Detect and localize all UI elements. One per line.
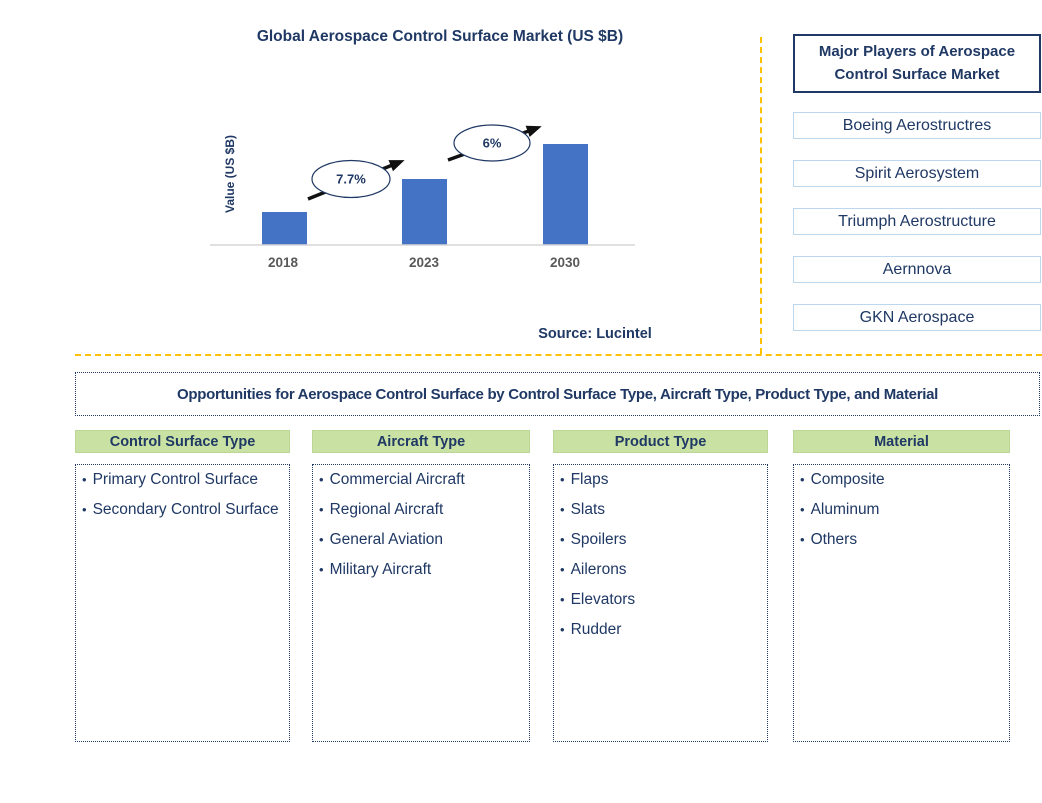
list-item-label: Secondary Control Surface [92,501,279,518]
column-item-list [312,464,530,742]
bullet-icon: • [319,472,324,487]
list-item-label: Elevators [570,591,636,608]
list-item-label: Spoilers [570,531,627,548]
list-item [560,501,763,531]
source-note: Source: Lucintel [538,326,652,342]
bar-2023 [402,179,447,245]
list-item [319,561,525,591]
list-item [319,501,525,531]
column-header: Material [793,430,1010,453]
growth-label-1: 7.7% [336,171,366,187]
list-item [560,471,763,501]
bar-2030 [543,144,588,245]
column-aircraft-type [312,430,530,742]
column-item-list [553,464,768,742]
bars-group [262,144,588,245]
list-item-label: Military Aircraft [329,561,432,578]
chart-title: Global Aerospace Control Surface Market (US $B) [256,28,624,45]
list-item-label: General Aviation [329,531,444,548]
x-tick-2023: 2023 [408,255,440,270]
list-item-label: Aluminum [810,501,880,518]
opportunities-banner: Opportunities for Aerospace Control Surface by Control Surface Type, Aircraft Type, Product Type, and Material [75,372,1040,416]
column-product-type [553,430,768,742]
list-item [319,531,525,561]
player-item: Aernnova [793,256,1041,283]
list-item-label: Others [810,531,858,548]
bullet-icon: • [560,562,565,577]
major-players-header: Major Players of Aerospace Control Surface Market [793,34,1041,93]
list-item [800,531,1005,561]
horizontal-separator-line [75,354,1042,356]
bullet-icon: • [560,472,565,487]
major-players-list [793,112,1041,352]
bullet-icon: • [560,532,565,547]
column-item-list [793,464,1010,742]
bullet-icon: • [319,532,324,547]
list-item-label: Composite [810,471,885,488]
bullet-icon: • [800,502,805,517]
growth-label-2: 6% [482,135,502,151]
column-item-list [75,464,290,742]
bullet-icon: • [319,502,324,517]
list-item-label: Regional Aircraft [329,501,444,518]
column-header: Aircraft Type [312,430,530,453]
column-material [793,430,1010,742]
bar-2018 [262,212,307,245]
list-item [800,501,1005,531]
bullet-icon: • [319,562,324,577]
list-item-label: Slats [570,501,606,518]
list-item [560,531,763,561]
column-header: Product Type [553,430,768,453]
bullet-icon: • [82,502,87,517]
player-item: Spirit Aerosystem [793,160,1041,187]
list-item-label: Rudder [570,621,622,638]
list-item [560,561,763,591]
bullet-icon: • [560,622,565,637]
market-bar-chart [200,105,650,280]
bullet-icon: • [560,592,565,607]
list-item [560,591,763,621]
x-tick-2018: 2018 [267,255,299,270]
player-item: Triumph Aerostructure [793,208,1041,235]
list-item-label: Flaps [570,471,609,488]
bullet-icon: • [560,502,565,517]
list-item [319,471,525,501]
y-axis-label: Value (US $B) [223,134,238,214]
player-item: GKN Aerospace [793,304,1041,331]
column-header: Control Surface Type [75,430,290,453]
x-tick-2030: 2030 [549,255,581,270]
list-item-label: Commercial Aircraft [329,471,465,488]
bullet-icon: • [82,472,87,487]
list-item-label: Ailerons [570,561,627,578]
list-item [800,471,1005,501]
list-item [560,621,763,651]
list-item [82,471,285,501]
bullet-icon: • [800,532,805,547]
bullet-icon: • [800,472,805,487]
player-item: Boeing Aerostructres [793,112,1041,139]
list-item [82,501,285,531]
column-control-surface-type [75,430,290,742]
list-item-label: Primary Control Surface [92,471,258,488]
vertical-separator-line [760,37,762,354]
